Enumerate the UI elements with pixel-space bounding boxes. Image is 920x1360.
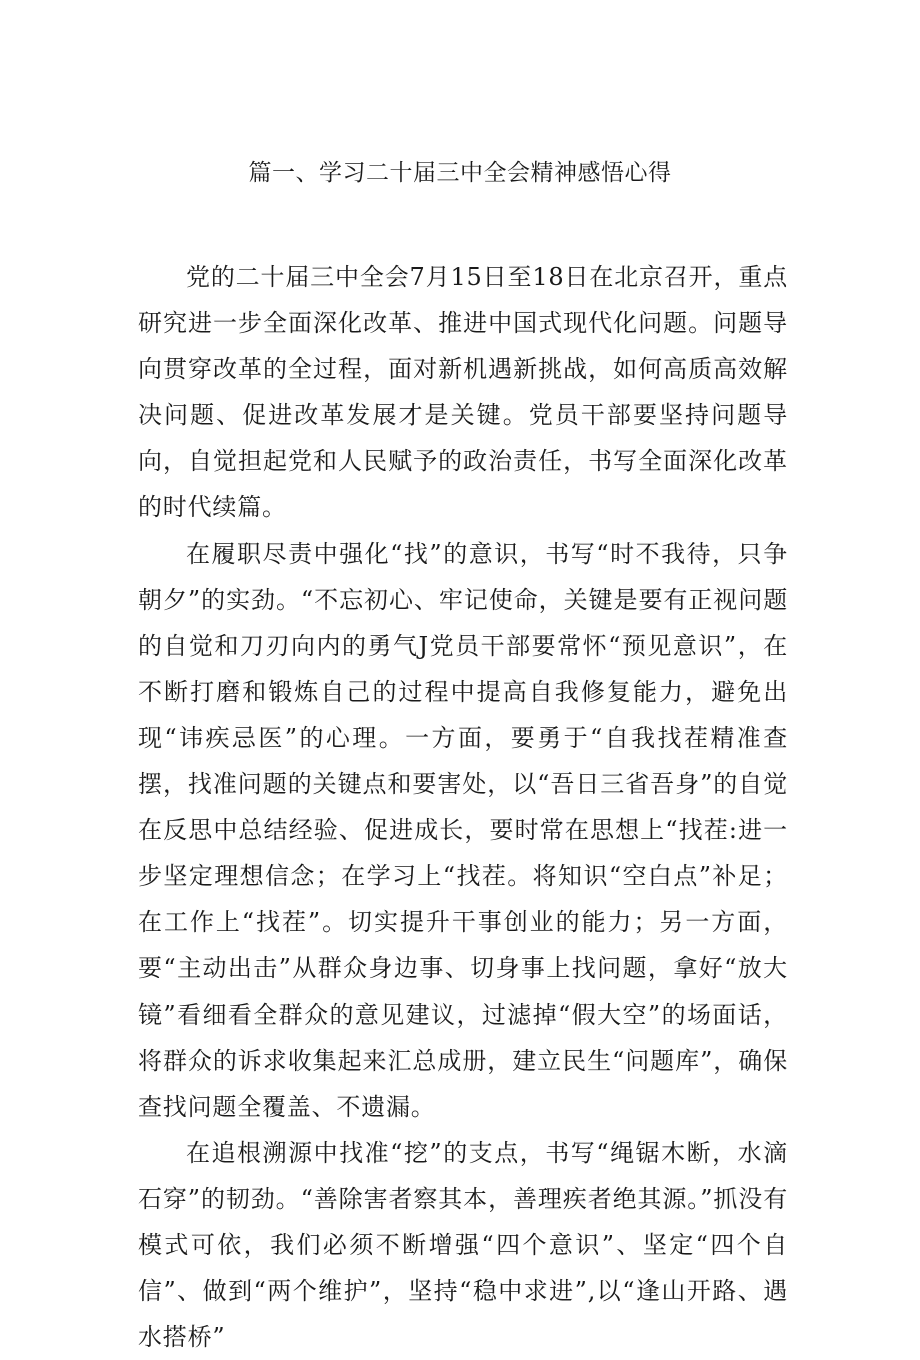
document-title: 篇一、学习二十届三中全会精神感悟心得 [248, 160, 672, 186]
paragraph-2: 在履职尽责中强化“找”的意识，书写“时不我待，只争朝夕”的实劲。“不忘初心、牢记使命，关键是要有正视问题的自觉和刀刃向内的勇气J党员干部要常怀“预见意识”，在不断打磨和锻炼自己的过程中提高自我修复能力，避免出现“讳疾忌医”的心理。一方面，要勇于“自我找茬精准查摆，找准问题的关键点和要害处，以“吾日三省吾身”的自觉在反思中总结经验、促进成长，要时常在思想上“找茬:进一步坚定理想信念；在学习上“找茬。将知识“空白点”补足；在工作上“找茬”。切实提升干事创业的能力；另一方面，要“主动出击”从群众身边事、切身事上找问题，拿好“放大镜”看细看全群众的意见建议，过滤掉“假大空”的场面话，将群众的诉求收集起来汇总成册，建立民生“问题库”，确保查找问题全覆盖、不遗漏。 [138, 539, 788, 1121]
paragraph-1: 党的二十届三中全会7月15日至18日在北京召开，重点研究进一步全面深化改革、推进中国式现代化问题。问题导向贯穿改革的全过程，面对新机遇新挑战，如何高质高效解决问题、促进改革发展才是关键。党员干部要坚持问题导向，自觉担起党和人民赋予的政治责任，书写全面深化改革的时代续篇。 [138, 263, 788, 522]
document-body [138, 254, 788, 1360]
paragraph-3: 在追根溯源中找准“挖”的支点，书写“绳锯木断，水滴石穿”的韧劲。“善除害者察其本，善理疾者绝其源。”抓没有模式可依，我们必须不断增强“四个意识”、坚定“四个自信”、做到“两个维护”，坚持“稳中求进”,以“逢山开路、遇水搭桥” [138, 1138, 788, 1352]
